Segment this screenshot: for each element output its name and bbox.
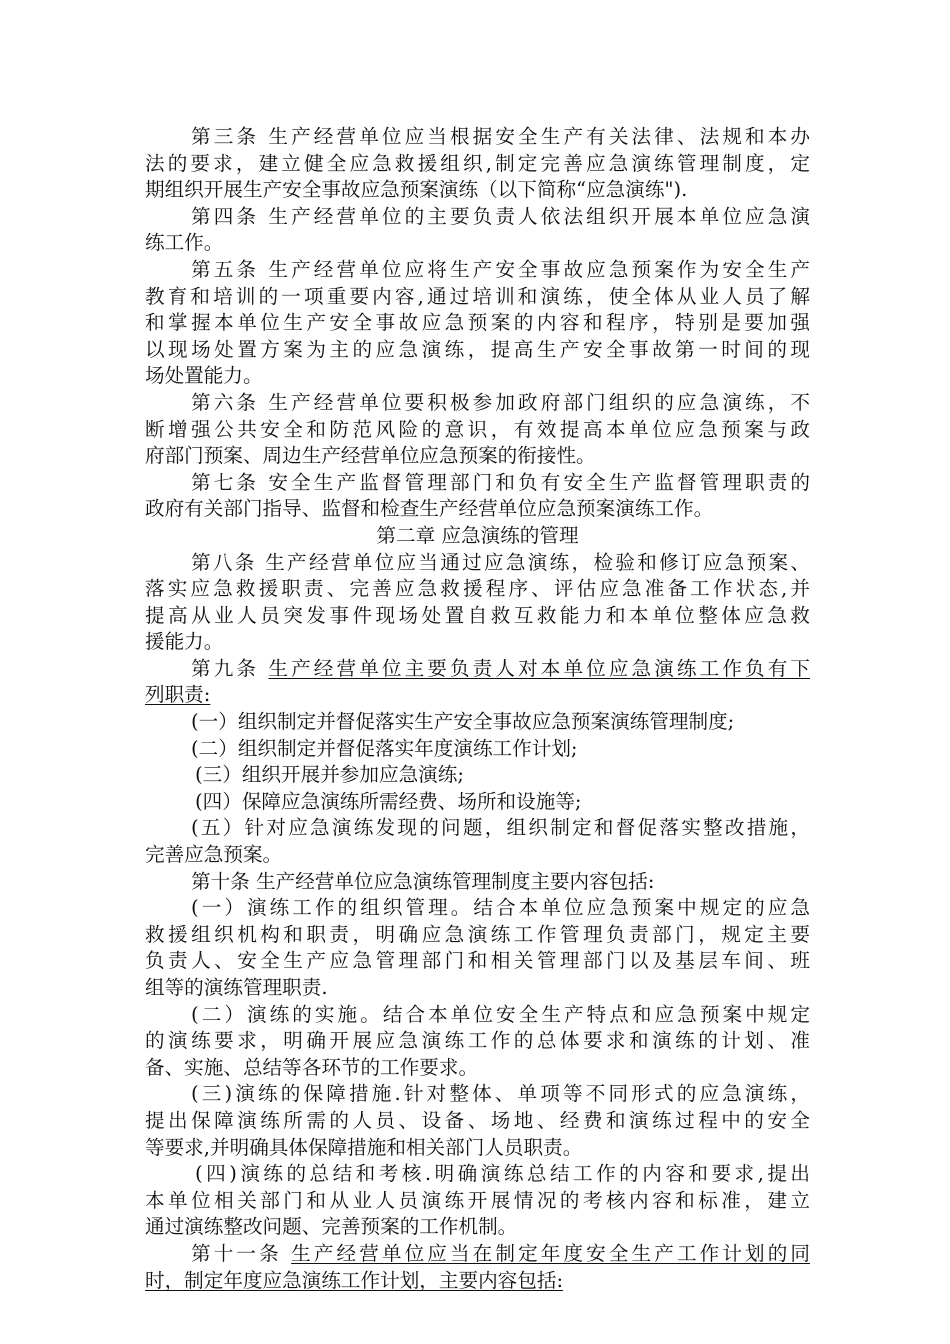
text-line: 提出保障演练所需的人员、设备、场地、经费和演练过程中的安全 xyxy=(145,1108,810,1132)
text-line: 通过演练整改问题、完善预案的工作机制。 xyxy=(145,1215,518,1239)
text-line: 本单位相关部门和从业人员演练开展情况的考核内容和标准，建立 xyxy=(145,1188,810,1212)
text-line: 完善应急预案。 xyxy=(145,843,283,867)
text-line xyxy=(145,682,810,709)
list-item: (一）组织制定并督促落实生产安全事故应急预案演练管理制度; xyxy=(191,710,735,734)
text-line: 和掌握本单位生产安全事故应急预案的内容和程序，特别是要加强 xyxy=(145,311,810,335)
text-line: 援能力。 xyxy=(145,630,224,654)
text-line: 备、实施、总结等各环节的工作要求。 xyxy=(145,1055,479,1079)
text-line: 教育和培训的一项重要内容,通过培训和演练，使全体从业人员了解 xyxy=(145,284,810,308)
article-label: 第十一条 xyxy=(191,1241,292,1265)
text-line: 断增强公共安全和防范风险的意识，有效提高本单位应急预案与政 xyxy=(145,417,810,441)
text-line: 第八条 生产经营单位应当通过应急演练，检验和修订应急预案、 xyxy=(191,550,810,574)
list-item: (二）组织制定并督促落实年度演练工作计划; xyxy=(191,736,578,760)
text-line: 场处置能力。 xyxy=(145,364,263,388)
list-item: (三）组织开展并参加应急演练; xyxy=(195,763,464,787)
text-line xyxy=(145,1241,810,1268)
list-item: (一）演练工作的组织管理。结合本单位应急预案中规定的应急 xyxy=(191,896,810,920)
text-line: 第四条 生产经营单位的主要负责人依法组织开展本单位应急演 xyxy=(191,204,810,228)
list-item: (四)演练的总结和考核.明确演练总结工作的内容和要求,提出 xyxy=(195,1162,810,1186)
text-line: 负责人、安全生产应急管理部门和相关管理部门以及基层车间、班 xyxy=(145,949,810,973)
underlined-text: 生产经营单位应当在制定年度安全生产工作计划的同 xyxy=(291,1241,810,1265)
text-line: 政府有关部门指导、监督和检查生产经营单位应急预案演练工作。 xyxy=(145,497,714,521)
text-line: 提高从业人员突发事件现场处置自救互救能力和本单位整体应急救 xyxy=(145,603,810,627)
text-line: 府部门预案、周边生产经营单位应急预案的衔接性。 xyxy=(145,444,596,468)
text-line: 第三条 生产经营单位应当根据安全生产有关法律、法规和本办 xyxy=(191,125,810,148)
text-line: 练工作。 xyxy=(145,231,224,255)
article-label: 第九条 xyxy=(191,656,269,680)
text-line: 等要求,并明确具体保障措施和相关部门人员职责。 xyxy=(145,1135,583,1159)
text-line: 法的要求，建立健全应急救援组织,制定完善应急演练管理制度，定 xyxy=(145,151,810,175)
text-line: 第十条 生产经营单位应急演练管理制度主要内容包括: xyxy=(191,869,655,893)
list-item: (三)演练的保障措施.针对整体、单项等不同形式的应急演练， xyxy=(191,1082,810,1106)
underlined-text: 列职责: xyxy=(145,683,211,707)
list-item: (四）保障应急演练所需经费、场所和设施等; xyxy=(195,789,582,813)
text-line: 第七条 安全生产监督管理部门和负有安全生产监督管理职责的 xyxy=(191,470,810,494)
text-line: 的演练要求，明确开展应急演练工作的总体要求和演练的计划、准 xyxy=(145,1029,810,1053)
underlined-text: 生产经营单位主要负责人对本单位应急演练工作负有下 xyxy=(268,656,810,680)
text-line: 第六条 生产经营单位要积极参加政府部门组织的应急演练，不 xyxy=(191,390,810,414)
text-line xyxy=(145,1268,810,1295)
text-line: 落实应急救援职责、完善应急救援程序、评估应急准备工作状态,并 xyxy=(145,577,810,601)
underlined-text: 时，制定年度应急演练工作计划，主要内容包括: xyxy=(145,1268,564,1292)
document-page xyxy=(145,124,810,1294)
text-line: 以现场处置方案为主的应急演练，提高生产安全事故第一时间的现 xyxy=(145,337,810,361)
text-line: 组等的演练管理职责. xyxy=(145,976,328,999)
text-line: 救援组织机构和职责，明确应急演练工作管理负责部门，规定主要 xyxy=(145,922,810,946)
chapter-heading: 第二章 应急演练的管理 xyxy=(376,523,579,547)
list-item: (五）针对应急演练发现的问题，组织制定和督促落实整改措施， xyxy=(191,816,810,840)
list-item: (二）演练的实施。结合本单位安全生产特点和应急预案中规定 xyxy=(191,1002,810,1026)
text-line xyxy=(145,656,810,683)
text-line: 第五条 生产经营单位应将生产安全事故应急预案作为安全生产 xyxy=(191,257,810,281)
text-line: 期组织开展生产安全事故应急预案演练（以下简称“应急演练"). xyxy=(145,178,688,202)
